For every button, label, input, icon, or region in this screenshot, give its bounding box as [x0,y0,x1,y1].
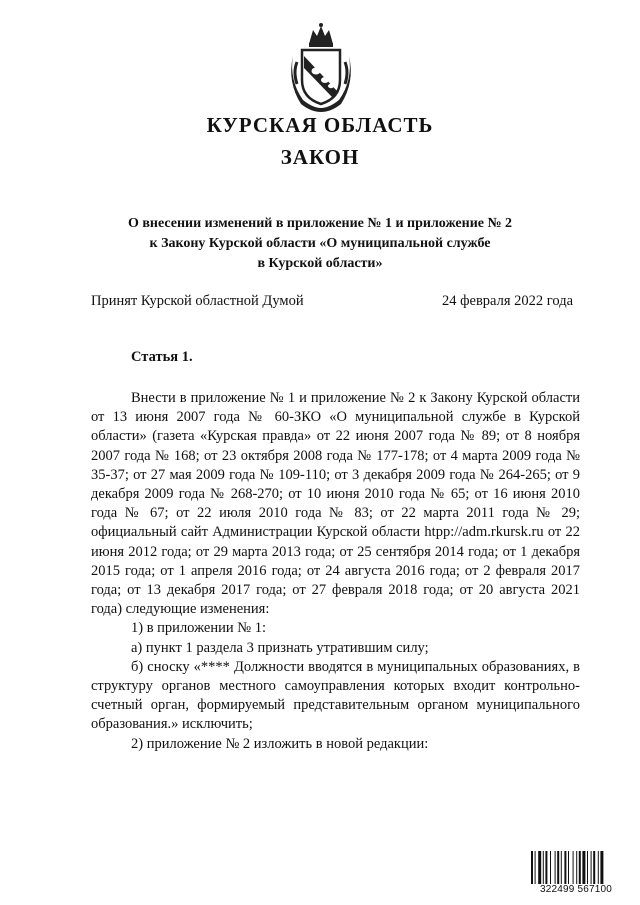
body-paragraph: б) сноску «**** Должности вводятся в муниципальных образованиях, в структуру органов местного самоуправления которых входит контрольно-счетный орган, формируемый представительным органом муниципального образования.» исключить; [91,658,580,733]
subject-line: к Закону Курской области «О муниципальной службе [149,236,491,251]
article-heading: Статья 1. [131,349,193,365]
body-paragraph: 1) в приложении № 1: [131,620,266,637]
barcode-number: 322499 567100 [539,884,613,895]
region-title: КУРСКАЯ ОБЛАСТЬ [206,113,434,137]
adoption-date: 24 февраля 2022 года [442,293,574,309]
document-type-title: ЗАКОН [280,145,360,169]
adopted-by: Принят Курской областной Думой [91,293,304,309]
document-barcode [531,851,621,897]
body-paragraph: а) пункт 1 раздела 3 признать утратившим силу; [131,639,429,656]
body-paragraph: Внести в приложение № 1 и приложение № 2 к Закону Курской области от 13 июня 2007 года № 60-ЗКО «О муниципальной службе в Курской области» (газета «Курская правда» от 22 июня 2007 года № 89; от 8 ноября 2007 года № 168; от 23 октября 2008 года № 177-178; от 4 марта 2009 года № 35-37; от 27 мая 2009 года № 109-110; от 3 декабря 2009 года № 264-265; от 9 декабря 2009 года № 268-270; от 10 июня 2010 года № 65; от 16 июня 2010 года № 67; от 22 июля 2010 года № 83; от 22 марта 2011 года № 29; официальный сайт Администрации Курской области htpp://adm.rkursk.ru от 22 июня 2012 года; от 29 марта 2013 года; от 25 сентября 2014 года; от 1 декабря 2015 года; от 1 апреля 2016 года; от 24 августа 2016 года; от 2 февраля 2017 года; от 13 декабря 2017 года; от 27 февраля 2018 года; от 20 августа 2021 года) следующие изменения: [91,390,580,618]
subject-line: О внесении изменений в приложение № 1 и приложение № 2 [127,216,513,231]
law-subject [90,214,550,274]
body-paragraph: 2) приложение № 2 изложить в новой редакции: [131,735,429,752]
barcode-bars-icon [531,851,621,884]
article-body [91,389,580,754]
subject-line: в Курской области» [257,256,383,271]
coat-of-arms-emblem-icon [283,22,359,114]
